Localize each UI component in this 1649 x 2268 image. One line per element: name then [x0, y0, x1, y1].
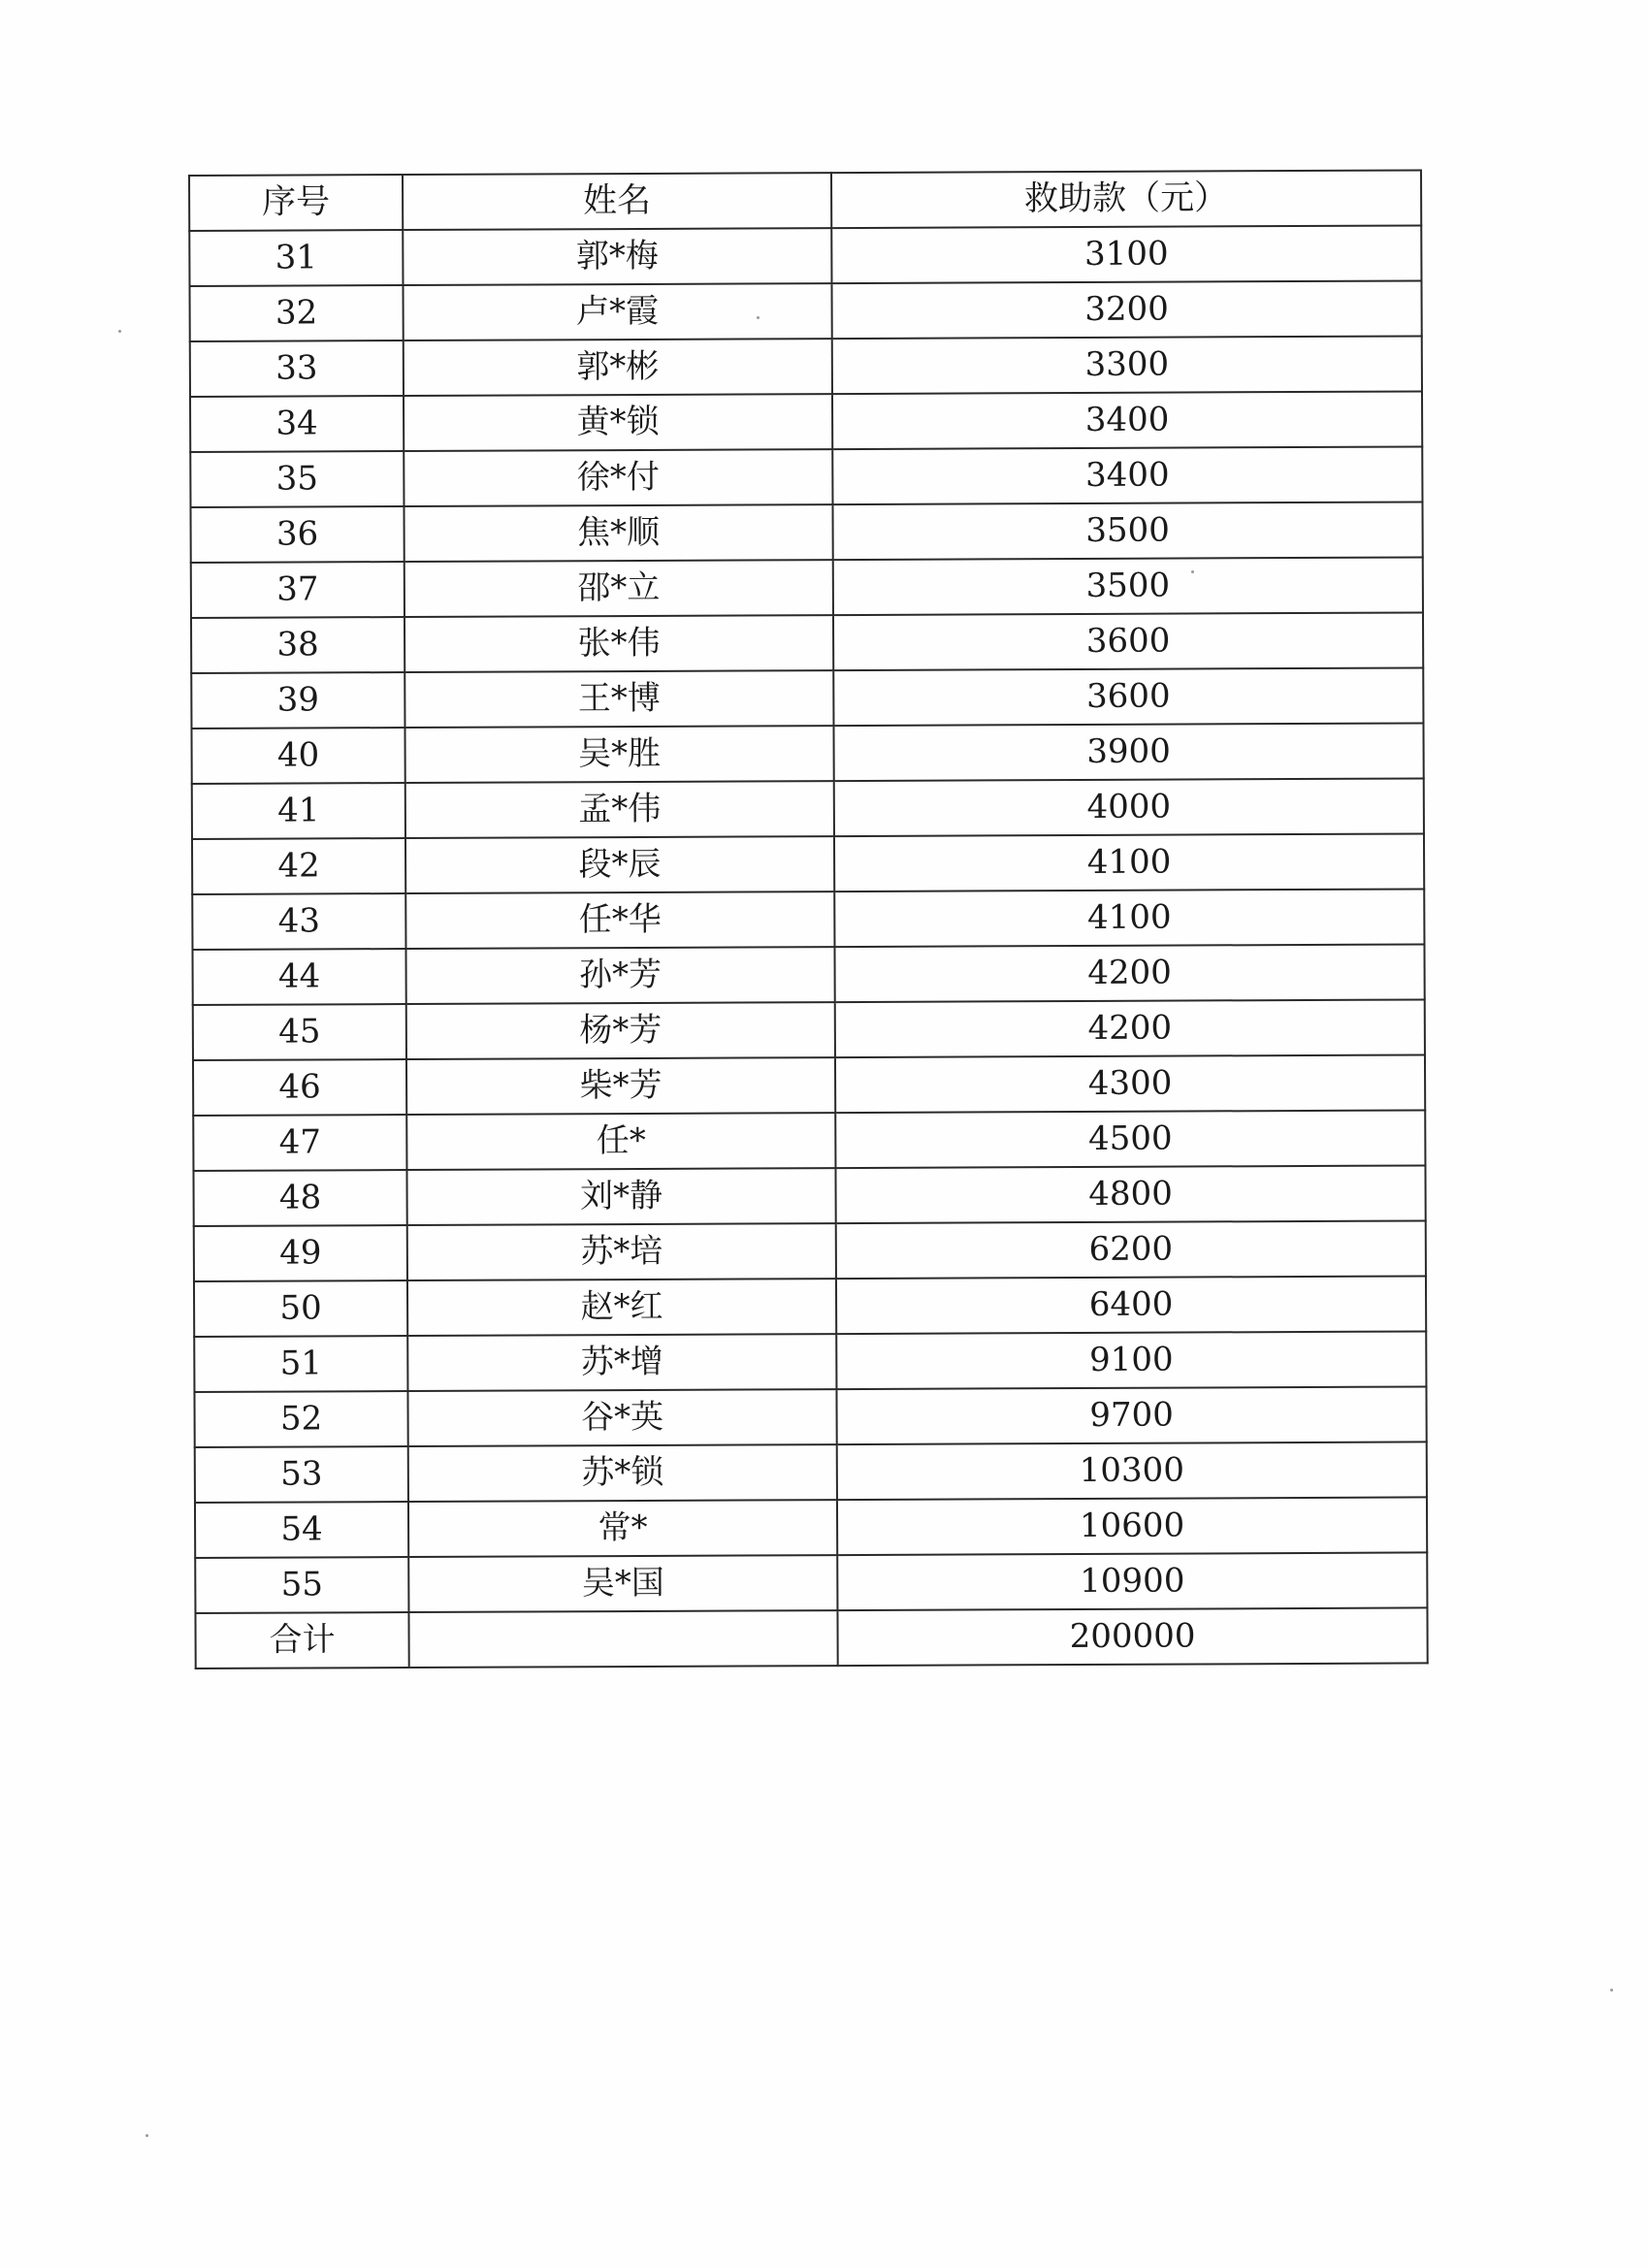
amount-cell: 4300 — [835, 1054, 1425, 1113]
amount-cell: 4200 — [834, 944, 1424, 1002]
table-row — [192, 889, 1424, 950]
amount-cell: 9700 — [836, 1386, 1426, 1444]
table-row — [193, 1054, 1425, 1116]
table-row — [193, 999, 1425, 1060]
name-cell: 吴*胜 — [404, 726, 833, 783]
column-header-name: 姓名 — [403, 173, 831, 230]
amount-cell: 4100 — [834, 889, 1424, 947]
serial-number-cell: 31 — [189, 230, 403, 286]
serial-number-cell: 38 — [191, 617, 404, 673]
name-cell: 邵*立 — [404, 560, 833, 617]
amount-cell: 4100 — [834, 833, 1424, 891]
serial-number-cell: 48 — [193, 1170, 406, 1226]
scan-speck — [1191, 570, 1194, 573]
table-row — [194, 1331, 1426, 1392]
name-cell: 谷*英 — [407, 1389, 836, 1446]
table-row — [190, 391, 1422, 452]
amount-cell: 3100 — [831, 225, 1421, 283]
table-row — [189, 225, 1421, 286]
serial-number-cell: 50 — [194, 1280, 407, 1337]
table-header-row — [189, 170, 1421, 231]
serial-number-cell: 51 — [194, 1336, 407, 1392]
amount-cell: 3200 — [831, 280, 1421, 339]
name-cell: 张*伟 — [404, 615, 833, 672]
table-row — [192, 833, 1424, 894]
amount-cell: 3500 — [832, 502, 1422, 560]
total-amount-cell: 200000 — [837, 1607, 1427, 1666]
serial-number-cell: 52 — [194, 1391, 407, 1447]
table-row — [191, 557, 1423, 618]
table-row — [190, 446, 1422, 507]
name-cell: 段*辰 — [405, 836, 834, 893]
scan-speck — [757, 316, 760, 319]
amount-cell: 3500 — [833, 557, 1423, 615]
scan-speck — [146, 2134, 148, 2137]
table-row — [191, 667, 1423, 729]
table-row — [195, 1552, 1427, 1613]
amount-cell: 3400 — [832, 446, 1422, 504]
serial-number-cell: 32 — [190, 285, 404, 341]
column-header-serial-number: 序号 — [189, 175, 403, 231]
table-row — [194, 1276, 1426, 1337]
name-cell: 苏*增 — [407, 1334, 836, 1391]
name-cell: 苏*锁 — [408, 1444, 837, 1502]
table-row — [191, 612, 1423, 673]
table-row — [191, 723, 1423, 784]
table-row — [192, 778, 1424, 839]
serial-number-cell: 35 — [190, 451, 404, 507]
table-row — [194, 1386, 1426, 1447]
amount-cell: 9100 — [836, 1331, 1426, 1389]
name-cell: 杨*芳 — [406, 1002, 835, 1059]
name-cell: 郭*彬 — [404, 339, 832, 396]
column-header-relief-amount: 救助款（元） — [831, 170, 1421, 228]
serial-number-cell: 34 — [190, 396, 404, 452]
name-cell: 徐*付 — [404, 449, 832, 506]
name-cell: 任* — [406, 1113, 835, 1170]
serial-number-cell: 54 — [195, 1502, 408, 1558]
serial-number-cell: 49 — [194, 1225, 407, 1281]
serial-number-cell: 45 — [193, 1004, 406, 1060]
amount-cell: 4200 — [835, 999, 1425, 1057]
serial-number-cell: 44 — [192, 949, 405, 1005]
name-cell: 焦*顺 — [404, 504, 832, 562]
table-row — [192, 944, 1424, 1005]
name-cell: 常* — [408, 1500, 837, 1557]
table-row — [190, 502, 1422, 563]
name-cell: 黄*锁 — [404, 394, 832, 451]
amount-cell: 10600 — [837, 1497, 1427, 1555]
serial-number-cell: 39 — [191, 672, 404, 729]
serial-number-cell: 42 — [192, 838, 405, 894]
serial-number-cell: 40 — [191, 728, 404, 784]
amount-cell: 3600 — [833, 667, 1423, 726]
name-cell: 郭*梅 — [403, 228, 831, 285]
serial-number-cell: 53 — [195, 1446, 408, 1503]
amount-cell: 6200 — [836, 1220, 1426, 1279]
table-row — [190, 336, 1422, 397]
amount-cell: 3300 — [832, 336, 1422, 394]
table-body — [189, 225, 1427, 1669]
serial-number-cell: 37 — [191, 562, 404, 618]
amount-cell: 4000 — [834, 778, 1424, 836]
amount-cell: 6400 — [836, 1276, 1426, 1334]
name-cell: 吴*国 — [408, 1555, 837, 1612]
serial-number-cell: 41 — [192, 783, 405, 839]
serial-number-cell: 36 — [190, 506, 404, 563]
table-row — [195, 1497, 1427, 1558]
name-cell: 刘*静 — [406, 1168, 835, 1225]
amount-cell: 10300 — [837, 1442, 1427, 1500]
name-cell: 苏*培 — [407, 1223, 836, 1280]
scan-speck — [1610, 1989, 1613, 1992]
name-cell: 孟*伟 — [405, 781, 834, 838]
name-cell: 卢*霞 — [403, 283, 831, 340]
amount-cell: 3600 — [833, 612, 1423, 670]
amount-cell: 3900 — [833, 723, 1423, 781]
name-cell: 孙*芳 — [405, 947, 834, 1004]
table-row — [193, 1110, 1425, 1171]
name-cell: 任*华 — [405, 891, 834, 949]
serial-number-cell: 33 — [190, 340, 404, 397]
name-cell: 赵*红 — [407, 1279, 836, 1336]
table-row — [190, 280, 1422, 341]
amount-cell: 3400 — [832, 391, 1422, 449]
amount-cell: 10900 — [837, 1552, 1427, 1610]
serial-number-cell: 55 — [195, 1557, 408, 1613]
name-cell: 王*博 — [404, 670, 833, 728]
total-label-cell: 合计 — [195, 1612, 408, 1669]
scan-speck — [118, 330, 121, 333]
table-row — [193, 1165, 1425, 1226]
serial-number-cell: 47 — [193, 1115, 406, 1171]
table-row — [194, 1220, 1426, 1281]
table-row — [195, 1442, 1427, 1503]
total-name-cell — [408, 1610, 837, 1668]
serial-number-cell: 43 — [192, 893, 405, 950]
name-cell: 柴*芳 — [406, 1057, 835, 1115]
amount-cell: 4800 — [835, 1165, 1425, 1223]
relief-fund-table-wrapper — [188, 169, 1427, 1669]
serial-number-cell: 46 — [193, 1059, 406, 1116]
amount-cell: 4500 — [835, 1110, 1425, 1168]
total-row — [195, 1607, 1427, 1669]
relief-fund-table — [188, 169, 1429, 1669]
